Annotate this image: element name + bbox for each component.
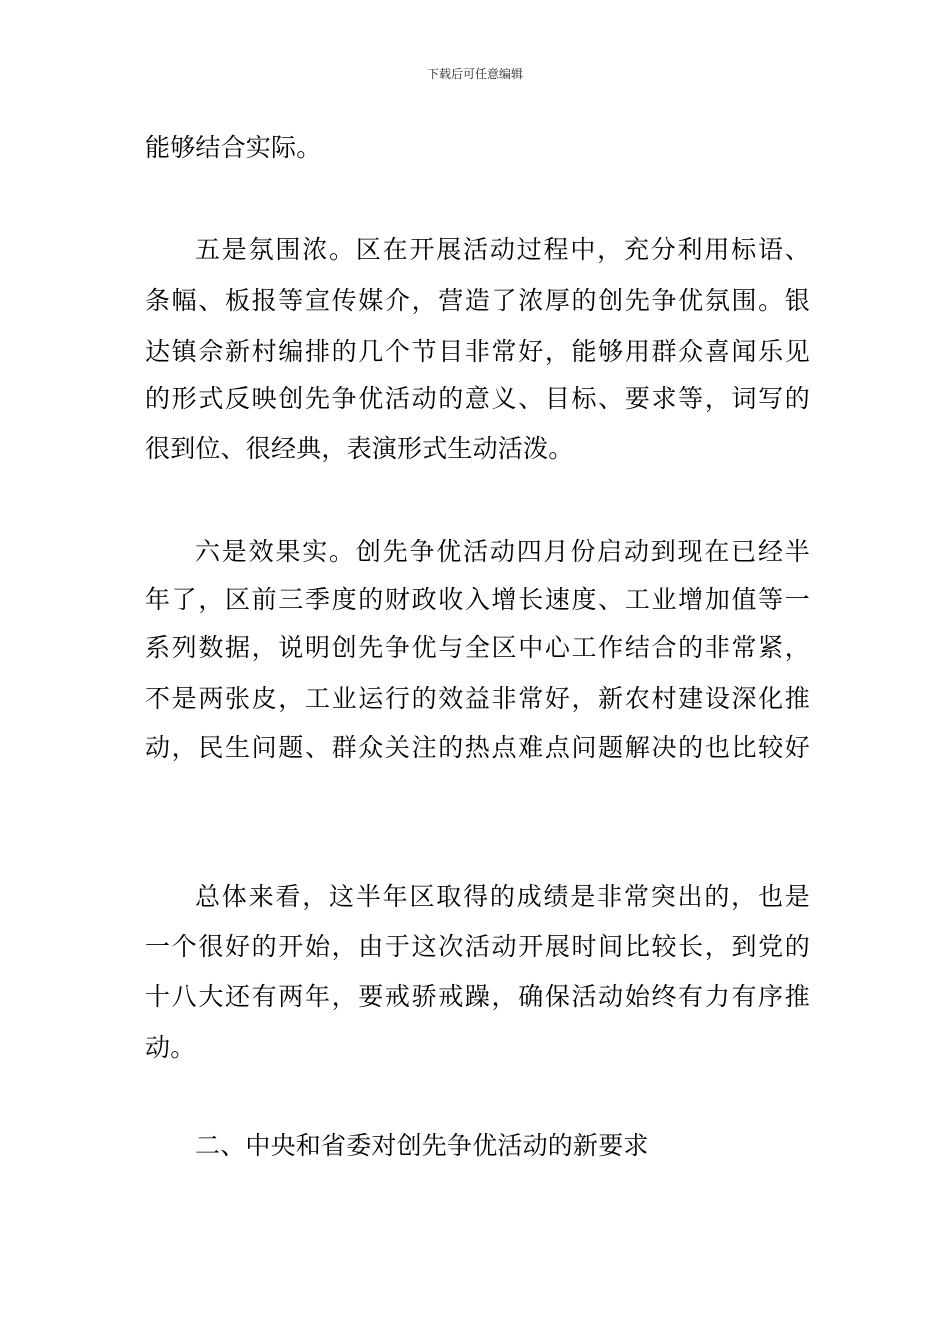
text-line: 很到位、很经典，表演形式生动活泼。 [145, 434, 574, 463]
text-line: 十八大还有两年，要戒骄戒躁，确保活动始终有力有序推 [145, 982, 810, 1011]
text-line: 能够结合实际。 [145, 133, 322, 162]
section-heading: 二、中央和省委对创先争优活动的新要求 [195, 1131, 649, 1160]
text-line: 不是两张皮，工业运行的效益非常好，新农村建设深化推 [145, 684, 810, 713]
paragraph-start-line: 六是效果实。创先争优活动四月份启动到现在已经半 [195, 537, 810, 566]
paragraph-start-line: 总体来看，这半年区取得的成绩是非常突出的，也是 [195, 882, 810, 911]
text-line: 达镇佘新村编排的几个节目非常好，能够用群众喜闻乐见 [145, 337, 810, 366]
page-header-note: 下载后可任意编辑 [426, 67, 523, 81]
text-line: 动。 [145, 1033, 196, 1062]
text-line: 动，民生问题、群众关注的热点难点问题解决的也比较好 [145, 733, 810, 762]
text-line: 一个很好的开始，由于这次活动开展时间比较长，到党的 [145, 932, 810, 961]
text-line: 系列数据，说明创先争优与全区中心工作结合的非常紧， [145, 633, 810, 662]
text-line: 年了，区前三季度的财政收入增长速度、工业增加值等一 [145, 585, 810, 614]
paragraph-start-line: 五是氛围浓。区在开展活动过程中，充分利用标语、 [195, 235, 810, 264]
text-line: 的形式反映创先争优活动的意义、目标、要求等，词写的 [145, 384, 810, 413]
text-line: 条幅、板报等宣传媒介，营造了浓厚的创先争优氛围。银 [145, 286, 810, 315]
